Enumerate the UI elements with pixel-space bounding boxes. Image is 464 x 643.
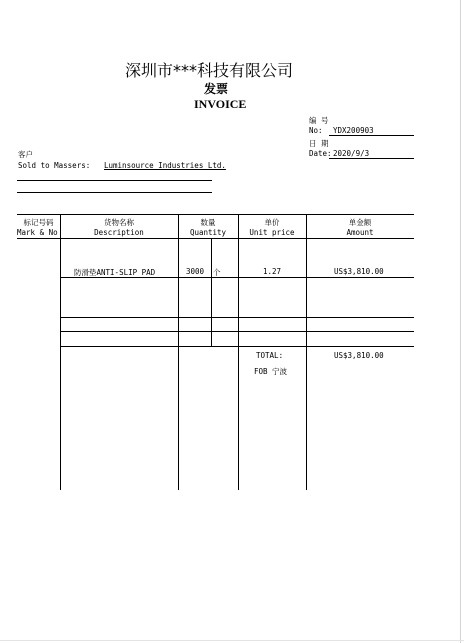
page-edge-bottom <box>0 640 464 641</box>
row-description: 防滑垫ANTI-SLIP PAD <box>74 268 156 277</box>
header-mark-en: Mark & No <box>17 228 58 237</box>
row-unit: 个 <box>213 268 221 277</box>
address-line-1 <box>17 180 212 181</box>
header-mark-cn: 标记号码 <box>23 218 54 227</box>
invoice-date: 2020/9/3 <box>333 149 370 158</box>
header-price-en: Unit price <box>249 228 295 237</box>
header-qty-en: Quantity <box>189 228 227 237</box>
col-divider-unit <box>211 238 212 346</box>
page-edge-right <box>460 0 464 643</box>
number-label-cn: 编 号 <box>309 116 329 125</box>
table-header-bottom <box>17 238 414 239</box>
col-divider-1 <box>60 214 61 490</box>
row-line-2 <box>60 317 414 318</box>
invoice-number: YDX200903 <box>333 126 374 135</box>
row-unit-price: 1.27 <box>262 267 282 276</box>
col-divider-3 <box>238 214 239 490</box>
date-label: Date: <box>309 149 332 158</box>
header-desc-en: Description <box>94 228 144 237</box>
number-label: No: <box>309 126 323 135</box>
row-amount: US$3,810.00 <box>334 267 384 276</box>
customer-label: Sold to Massers: <box>18 161 91 170</box>
number-underline <box>329 135 414 136</box>
row-line-4 <box>60 346 414 347</box>
col-divider-4 <box>306 214 307 490</box>
header-desc-cn: 货物名称 <box>104 218 134 227</box>
title-en: INVOICE <box>194 97 247 111</box>
title-cn: 发票 <box>204 82 229 96</box>
address-line-2 <box>17 192 212 193</box>
date-underline <box>329 158 414 159</box>
customer-name: Luminsource Industries Ltd. <box>104 161 226 170</box>
customer-label-cn: 客户 <box>18 150 33 159</box>
header-amount-cn: 单金额 <box>348 218 372 227</box>
table-top-border <box>17 214 414 215</box>
total-label: TOTAL: <box>256 351 284 360</box>
row-quantity: 3000 <box>186 267 205 276</box>
header-price-cn: 单价 <box>264 218 280 227</box>
row-line-3 <box>60 331 414 332</box>
header-qty-cn: 数量 <box>200 218 216 227</box>
trade-terms: FOB 宁波 <box>254 367 288 376</box>
header-amount-en: Amount <box>346 228 374 237</box>
date-label-cn: 日 期 <box>309 139 329 148</box>
total-value: US$3,810.00 <box>334 351 384 360</box>
company-name: 深圳市***科技有限公司 <box>125 61 294 80</box>
col-divider-2 <box>178 214 179 490</box>
